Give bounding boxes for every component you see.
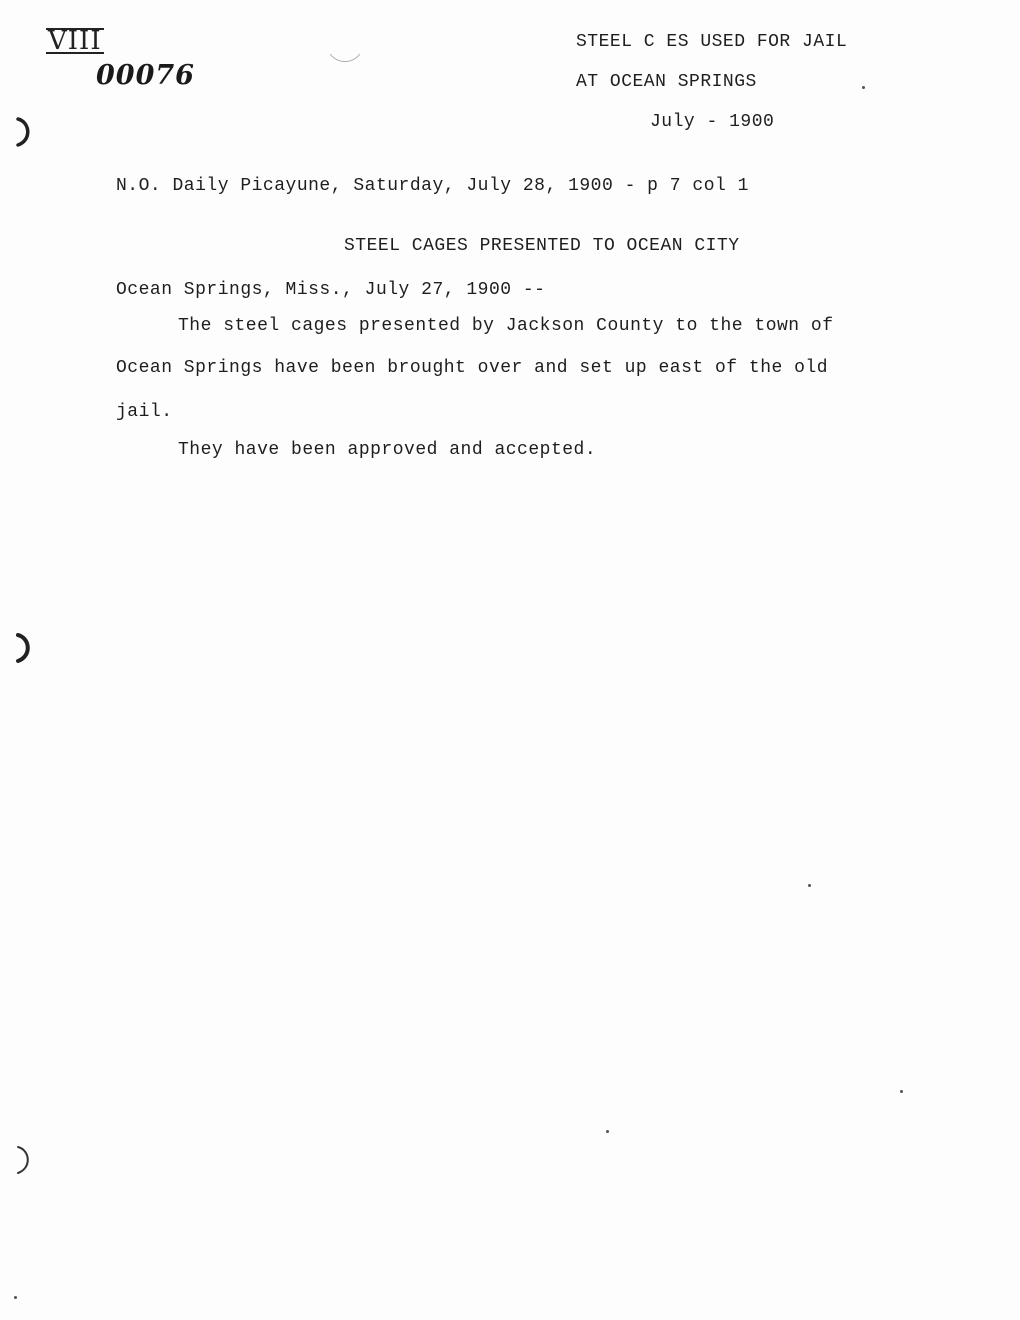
header-title-line2: AT OCEAN SPRINGS xyxy=(576,72,757,92)
scan-speck xyxy=(606,1130,609,1133)
paragraph2: They have been approved and accepted. xyxy=(178,440,597,460)
scan-speck xyxy=(14,1296,17,1299)
article-headline: STEEL CAGES PRESENTED TO OCEAN CITY xyxy=(344,236,740,256)
header-date: July - 1900 xyxy=(650,112,775,132)
punch-hole-icon xyxy=(14,116,36,148)
punch-hole-icon xyxy=(14,1144,36,1176)
paragraph1-line3: jail. xyxy=(116,402,173,422)
scan-artifact xyxy=(328,52,362,66)
roman-numeral-mark: VIII xyxy=(48,26,102,56)
punch-hole-icon xyxy=(14,632,36,664)
header-title-line1: STEEL C ES USED FOR JAIL xyxy=(576,32,848,52)
document-number: 00076 xyxy=(96,60,195,91)
paragraph1-line2: Ocean Springs have been brought over and set up east of the old xyxy=(116,358,829,378)
scan-speck xyxy=(862,86,865,89)
scan-speck xyxy=(900,1090,903,1093)
scan-speck xyxy=(808,884,811,887)
paragraph1-line1: The steel cages presented by Jackson County to the town of xyxy=(178,316,834,336)
article-dateline: Ocean Springs, Miss., July 27, 1900 -- xyxy=(116,280,546,300)
citation: N.O. Daily Picayune, Saturday, July 28, 1900 - p 7 col 1 xyxy=(116,176,749,196)
